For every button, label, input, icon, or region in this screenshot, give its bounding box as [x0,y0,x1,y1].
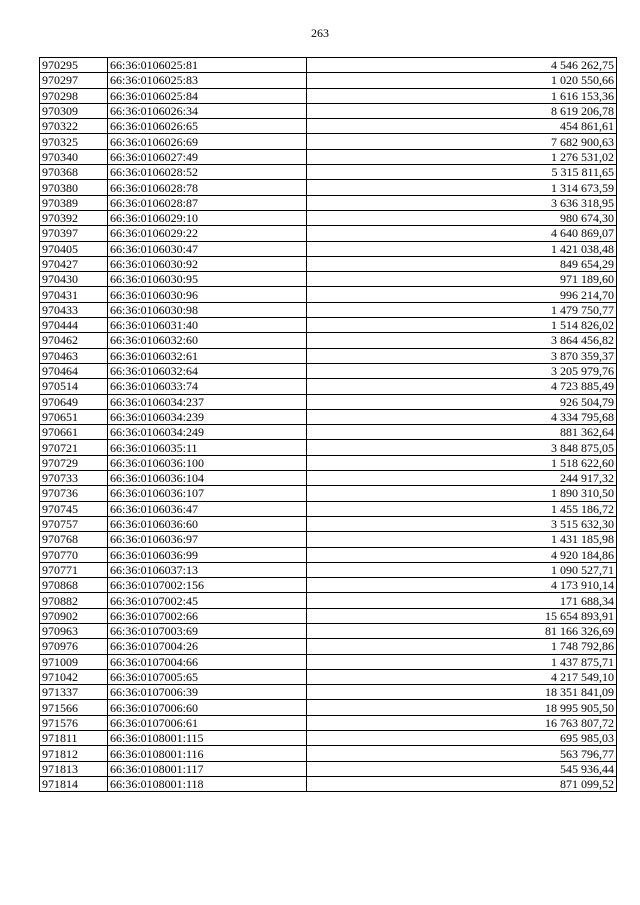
cadastral-number-cell: 66:36:0106036:60 [108,516,307,531]
record-number-cell: 971576 [40,715,108,730]
cadastral-value-cell: 881 362,64 [307,425,617,440]
record-number-cell: 970297 [40,73,108,88]
table-row [40,669,617,684]
record-number-cell: 970340 [40,149,108,164]
record-number-cell: 970736 [40,486,108,501]
record-number-cell: 970771 [40,562,108,577]
table-row [40,348,617,363]
cadastral-number-cell: 66:36:0107006:61 [108,715,307,730]
cadastral-number-cell: 66:36:0106036:99 [108,547,307,562]
cadastral-number-cell: 66:36:0106036:104 [108,471,307,486]
table-row [40,256,617,271]
record-number-cell: 970427 [40,256,108,271]
cadastral-value-cell: 4 173 910,14 [307,578,617,593]
cadastral-number-cell: 66:36:0106030:92 [108,256,307,271]
record-number-cell: 970368 [40,165,108,180]
table-row [40,578,617,593]
table-row [40,715,617,730]
record-number-cell: 970464 [40,363,108,378]
cadastral-value-cell: 81 166 326,69 [307,623,617,638]
table-body [40,58,617,792]
record-number-cell: 970770 [40,547,108,562]
table-row [40,425,617,440]
table-row [40,363,617,378]
record-number-cell: 970325 [40,134,108,149]
cadastral-number-cell: 66:36:0106025:81 [108,58,307,73]
cadastral-number-cell: 66:36:0106028:78 [108,180,307,195]
cadastral-value-cell: 3 870 359,37 [307,348,617,363]
record-number-cell: 970745 [40,501,108,516]
record-number-cell: 970380 [40,180,108,195]
cadastral-value-cell: 1 437 875,71 [307,654,617,669]
table-row [40,761,617,776]
record-number-cell: 970405 [40,241,108,256]
record-number-cell: 970397 [40,226,108,241]
table-row [40,593,617,608]
table-row [40,440,617,455]
table-row [40,119,617,134]
record-number-cell: 971812 [40,746,108,761]
cadastral-number-cell: 66:36:0106032:61 [108,348,307,363]
table-row [40,226,617,241]
cadastral-value-cell: 7 682 900,63 [307,134,617,149]
table-row [40,608,617,623]
record-number-cell: 970444 [40,318,108,333]
record-number-cell: 970389 [40,195,108,210]
cadastral-number-cell: 66:36:0106036:47 [108,501,307,516]
cadastral-value-cell: 454 861,61 [307,119,617,134]
table-row [40,73,617,88]
cadastral-number-cell: 66:36:0106034:239 [108,409,307,424]
record-number-cell: 970768 [40,532,108,547]
cadastral-number-cell: 66:36:0106030:47 [108,241,307,256]
table-row [40,103,617,118]
cadastral-value-cell: 4 723 885,49 [307,379,617,394]
cadastral-value-table [39,57,617,792]
record-number-cell: 970868 [40,578,108,593]
table-row [40,501,617,516]
cadastral-value-cell: 971 189,60 [307,272,617,287]
cadastral-value-cell: 4 920 184,86 [307,547,617,562]
cadastral-number-cell: 66:36:0106030:98 [108,302,307,317]
record-number-cell: 970295 [40,58,108,73]
record-number-cell: 971813 [40,761,108,776]
table-row [40,776,617,791]
cadastral-number-cell: 66:36:0106026:69 [108,134,307,149]
cadastral-number-cell: 66:36:0107006:39 [108,685,307,700]
table-row [40,88,617,103]
cadastral-value-cell: 1 421 038,48 [307,241,617,256]
record-number-cell: 971814 [40,776,108,791]
cadastral-number-cell: 66:36:0106030:95 [108,272,307,287]
record-number-cell: 970757 [40,516,108,531]
table-row [40,302,617,317]
table-row [40,210,617,225]
cadastral-number-cell: 66:36:0107004:26 [108,639,307,654]
record-number-cell: 970651 [40,409,108,424]
cadastral-value-cell: 980 674,30 [307,210,617,225]
table-row [40,731,617,746]
record-number-cell: 970430 [40,272,108,287]
table-row [40,471,617,486]
cadastral-value-cell: 849 654,29 [307,256,617,271]
record-number-cell: 971042 [40,669,108,684]
record-number-cell: 970882 [40,593,108,608]
cadastral-value-cell: 3 636 318,95 [307,195,617,210]
table-row [40,654,617,669]
cadastral-number-cell: 66:36:0106028:87 [108,195,307,210]
table-row [40,149,617,164]
table-row [40,532,617,547]
cadastral-number-cell: 66:36:0107003:69 [108,623,307,638]
cadastral-number-cell: 66:36:0106026:65 [108,119,307,134]
table-row [40,272,617,287]
table-row [40,486,617,501]
cadastral-number-cell: 66:36:0107002:156 [108,578,307,593]
table-row [40,195,617,210]
record-number-cell: 971009 [40,654,108,669]
cadastral-number-cell: 66:36:0106035:11 [108,440,307,455]
table-row [40,516,617,531]
record-number-cell: 970322 [40,119,108,134]
cadastral-value-cell: 1 020 550,66 [307,73,617,88]
record-number-cell: 970298 [40,88,108,103]
record-number-cell: 970729 [40,455,108,470]
cadastral-number-cell: 66:36:0106025:83 [108,73,307,88]
cadastral-value-cell: 8 619 206,78 [307,103,617,118]
table-row [40,394,617,409]
table-row [40,134,617,149]
record-number-cell: 970462 [40,333,108,348]
cadastral-value-cell: 871 099,52 [307,776,617,791]
cadastral-value-cell: 4 640 869,07 [307,226,617,241]
cadastral-value-cell: 1 276 531,02 [307,149,617,164]
record-number-cell: 971566 [40,700,108,715]
record-number-cell: 970433 [40,302,108,317]
record-number-cell: 970431 [40,287,108,302]
cadastral-value-cell: 4 217 549,10 [307,669,617,684]
cadastral-value-cell: 545 936,44 [307,761,617,776]
record-number-cell: 971811 [40,731,108,746]
cadastral-value-cell: 3 864 456,82 [307,333,617,348]
cadastral-value-cell: 1 431 185,98 [307,532,617,547]
table-row [40,685,617,700]
cadastral-number-cell: 66:36:0107005:65 [108,669,307,684]
cadastral-value-cell: 5 315 811,65 [307,165,617,180]
record-number-cell: 970649 [40,394,108,409]
table-row [40,379,617,394]
record-number-cell: 971337 [40,685,108,700]
record-number-cell: 970392 [40,210,108,225]
cadastral-value-cell: 1 090 527,71 [307,562,617,577]
cadastral-number-cell: 66:36:0106025:84 [108,88,307,103]
table-row [40,241,617,256]
cadastral-value-cell: 3 515 632,30 [307,516,617,531]
cadastral-number-cell: 66:36:0106026:34 [108,103,307,118]
cadastral-value-cell: 695 985,03 [307,731,617,746]
table-row [40,562,617,577]
table-row [40,746,617,761]
cadastral-number-cell: 66:36:0106027:49 [108,149,307,164]
record-number-cell: 970514 [40,379,108,394]
cadastral-number-cell: 66:36:0107002:45 [108,593,307,608]
cadastral-value-cell: 1 314 673,59 [307,180,617,195]
cadastral-value-cell: 3 848 875,05 [307,440,617,455]
table-row [40,409,617,424]
table-row [40,547,617,562]
table-row [40,318,617,333]
table-row [40,180,617,195]
cadastral-number-cell: 66:36:0106029:22 [108,226,307,241]
cadastral-number-cell: 66:36:0107002:66 [108,608,307,623]
cadastral-number-cell: 66:36:0108001:118 [108,776,307,791]
cadastral-value-cell: 18 351 841,09 [307,685,617,700]
table-row [40,165,617,180]
cadastral-value-cell: 1 890 310,50 [307,486,617,501]
cadastral-value-cell: 3 205 979,76 [307,363,617,378]
cadastral-number-cell: 66:36:0106036:107 [108,486,307,501]
cadastral-number-cell: 66:36:0106032:60 [108,333,307,348]
cadastral-value-cell: 563 796,77 [307,746,617,761]
cadastral-value-cell: 244 917,32 [307,471,617,486]
page-number: 263 [311,26,329,40]
cadastral-number-cell: 66:36:0106033:74 [108,379,307,394]
record-number-cell: 970733 [40,471,108,486]
record-number-cell: 970902 [40,608,108,623]
cadastral-value-cell: 16 763 807,72 [307,715,617,730]
cadastral-number-cell: 66:36:0106036:100 [108,455,307,470]
table-row [40,700,617,715]
cadastral-number-cell: 66:36:0106031:40 [108,318,307,333]
cadastral-number-cell: 66:36:0106032:64 [108,363,307,378]
cadastral-value-cell: 1 514 826,02 [307,318,617,333]
cadastral-value-cell: 1 455 186,72 [307,501,617,516]
cadastral-number-cell: 66:36:0107006:60 [108,700,307,715]
table-row [40,623,617,638]
cadastral-value-cell: 4 334 795,68 [307,409,617,424]
cadastral-number-cell: 66:36:0106037:13 [108,562,307,577]
record-number-cell: 970661 [40,425,108,440]
cadastral-value-cell: 926 504,79 [307,394,617,409]
table-row [40,639,617,654]
cadastral-number-cell: 66:36:0107004:66 [108,654,307,669]
table-row [40,287,617,302]
cadastral-value-cell: 15 654 893,91 [307,608,617,623]
cadastral-value-cell: 1 616 153,36 [307,88,617,103]
record-number-cell: 970463 [40,348,108,363]
table-row [40,333,617,348]
cadastral-number-cell: 66:36:0106029:10 [108,210,307,225]
record-number-cell: 970976 [40,639,108,654]
cadastral-value-cell: 996 214,70 [307,287,617,302]
cadastral-value-cell: 4 546 262,75 [307,58,617,73]
cadastral-value-cell: 1 518 622,60 [307,455,617,470]
cadastral-value-cell: 1 748 792,86 [307,639,617,654]
cadastral-number-cell: 66:36:0106028:52 [108,165,307,180]
cadastral-number-cell: 66:36:0106030:96 [108,287,307,302]
cadastral-number-cell: 66:36:0108001:115 [108,731,307,746]
record-number-cell: 970309 [40,103,108,118]
table-row [40,455,617,470]
cadastral-number-cell: 66:36:0108001:116 [108,746,307,761]
record-number-cell: 970721 [40,440,108,455]
table-row [40,58,617,73]
cadastral-number-cell: 66:36:0106034:237 [108,394,307,409]
cadastral-value-cell: 171 688,34 [307,593,617,608]
cadastral-value-cell: 1 479 750,77 [307,302,617,317]
cadastral-number-cell: 66:36:0106036:97 [108,532,307,547]
record-number-cell: 970963 [40,623,108,638]
cadastral-number-cell: 66:36:0108001:117 [108,761,307,776]
cadastral-number-cell: 66:36:0106034:249 [108,425,307,440]
cadastral-value-cell: 18 995 905,50 [307,700,617,715]
